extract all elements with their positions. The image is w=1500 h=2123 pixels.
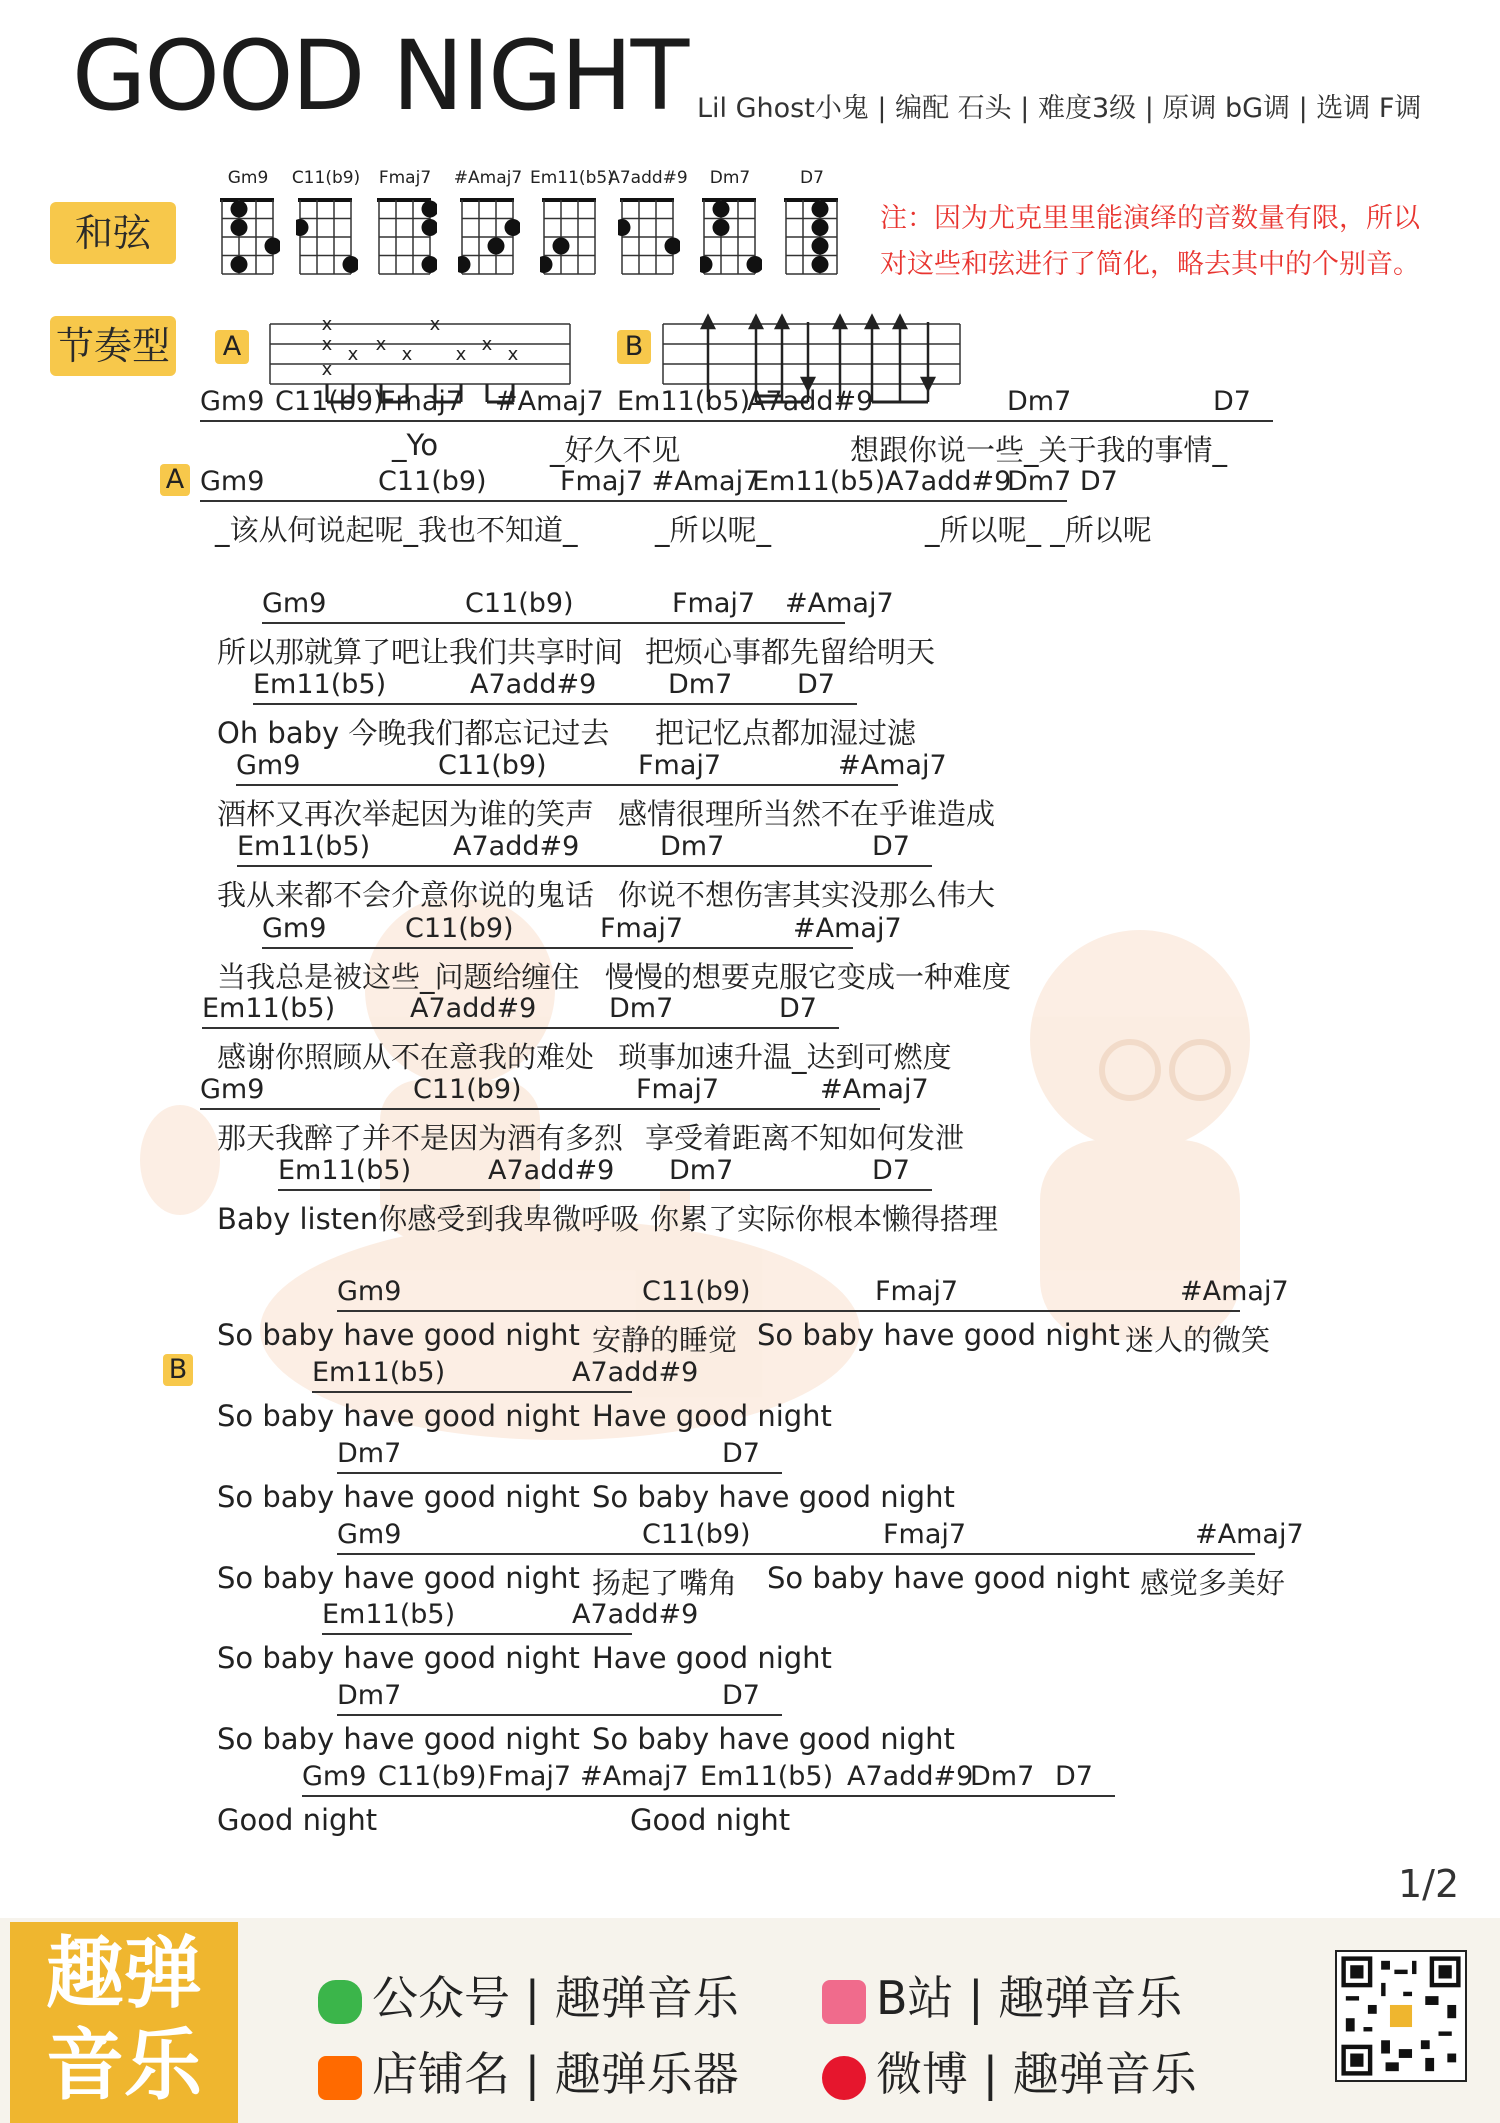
lyric-text: 扬起了嘴角 — [592, 1566, 738, 1600]
chord-label: Gm9 — [236, 750, 301, 781]
lyric-text: 你累了实际你根本懒得搭理 — [650, 1202, 999, 1236]
chord-label: #Amaj7 — [838, 750, 947, 781]
bilibili-icon — [822, 1980, 866, 2024]
svg-text:x: x — [321, 334, 333, 355]
chord-line — [202, 1027, 839, 1029]
lyric-text: So baby have good night — [217, 1641, 580, 1675]
chord-diagram — [458, 196, 520, 278]
page-number: 1/2 — [1398, 1862, 1460, 1906]
chord-label: Fmaj7 — [636, 1074, 720, 1105]
chord-label: A7add#9 — [885, 466, 1012, 497]
lyric-text: 安静的睡觉 — [592, 1323, 738, 1357]
chord-label: D7 — [779, 993, 817, 1024]
chord-label: Em11(b5) — [752, 466, 886, 497]
chord-label: D7 — [1055, 1761, 1093, 1792]
lyric-text: Have good night — [592, 1641, 832, 1675]
chord-label: A7add#9 — [453, 831, 580, 862]
chord-label: Gm9 — [200, 466, 265, 497]
chord-label: Em11(b5) — [202, 993, 336, 1024]
chord-line — [262, 622, 845, 624]
chord-label: Em11(b5) — [700, 1761, 834, 1792]
chord-diagram — [618, 196, 680, 278]
lyric-text: Have good night — [592, 1399, 832, 1433]
lyric-text: 把烦心事都先留给明天 — [645, 635, 936, 669]
chord-label: C11(b9) — [405, 913, 514, 944]
chord-name: Em11(b5) — [530, 168, 614, 188]
chord-label: Gm9 — [302, 1761, 367, 1792]
lyric-text: 把记忆点都加湿过滤 — [655, 716, 917, 750]
lyric-text: 享受着距离不知如何发泄 — [645, 1121, 965, 1155]
section-b-label: B — [163, 1354, 193, 1386]
lyric-text: 想跟你说一些_关于我的事情_ — [850, 433, 1228, 467]
chord-label: C11(b9) — [642, 1276, 751, 1307]
chord-label: #Amaj7 — [785, 588, 894, 619]
chord-label: D7 — [722, 1438, 760, 1469]
chord-label: Fmaj7 — [600, 913, 684, 944]
chord-label: Fmaj7 — [638, 750, 722, 781]
lyric-text: So baby have good night — [592, 1480, 955, 1514]
chord-label: Dm7 — [668, 669, 733, 700]
chord-line — [337, 1714, 782, 1716]
qr-code-icon — [1335, 1950, 1467, 2082]
lyric-text: 你说不想伤害其实没那么伟大 — [618, 878, 996, 912]
footer-bilibili[interactable]: B站 | 趣弹音乐 — [822, 1962, 1182, 2028]
chord-label: A7add#9 — [747, 386, 874, 417]
chord-label: C11(b9) — [275, 386, 384, 417]
chord-label: D7 — [722, 1680, 760, 1711]
footer-taobao[interactable]: 店铺名 | 趣弹乐器 — [318, 2038, 739, 2104]
lyric-text: 琐事加速升温_达到可燃度 — [618, 1040, 952, 1074]
lyric-text: 那天我醉了并不是因为酒有多烈 — [217, 1121, 624, 1155]
chord-line — [322, 1633, 632, 1635]
lyric-text: So baby have good night — [217, 1561, 580, 1595]
chord-label: Fmaj7 — [380, 386, 464, 417]
chord-line — [278, 1189, 932, 1191]
chord-label: Em11(b5) — [322, 1599, 456, 1630]
chord-line — [237, 865, 932, 867]
simplification-note: 注：因为尤克里里能演绎的音数量有限，所以对这些和弦进行了简化，略去其中的个别音。 — [880, 203, 1420, 280]
chord-label: Gm9 — [200, 386, 265, 417]
svg-text:x: x — [507, 344, 519, 365]
chord-label: Dm7 — [669, 1155, 734, 1186]
chord-label: Dm7 — [337, 1680, 402, 1711]
chord-line — [236, 784, 898, 786]
lyric-text: _该从何说起呢_我也不知道_ — [215, 513, 578, 547]
chord-label: C11(b9) — [642, 1519, 751, 1550]
svg-text:x: x — [347, 344, 359, 365]
lyric-text: So baby have good night — [217, 1722, 580, 1756]
lyric-text: So baby have good night — [767, 1561, 1130, 1595]
chords-section-label: 和弦 — [50, 202, 176, 264]
chord-label: Em11(b5) — [237, 831, 371, 862]
chord-label: Fmaj7 #Amaj7 — [560, 466, 761, 497]
chord-label: Fmaj7 — [883, 1519, 967, 1550]
chord-name: D7 — [800, 168, 824, 188]
chord-label: C11(b9) — [438, 750, 547, 781]
svg-text:x: x — [481, 334, 493, 355]
chord-label: C11(b9) — [378, 466, 487, 497]
lyric-text: _Yo — [392, 428, 439, 462]
chord-line — [337, 1310, 1240, 1312]
lyric-text: 感谢你照顾从不在意我的难处 — [217, 1040, 595, 1074]
chord-label: Em11(b5) — [278, 1155, 412, 1186]
svg-text:x: x — [455, 344, 467, 365]
chord-label: Em11(b5) — [312, 1357, 446, 1388]
chord-name: A7add#9 — [608, 168, 688, 188]
rhythm-pattern-a-label: A — [215, 330, 249, 364]
chord-label: A7add#9 — [488, 1155, 615, 1186]
chord-line — [312, 1391, 632, 1393]
chord-label: D7 — [872, 1155, 910, 1186]
chord-label: #Amaj7 — [820, 1074, 929, 1105]
chord-label: Fmaj7 — [672, 588, 756, 619]
lyric-text: 迷人的微笑 — [1125, 1323, 1271, 1357]
chord-diagram — [296, 196, 358, 278]
svg-text:x: x — [375, 334, 387, 355]
chord-label: #Amaj7 — [580, 1761, 689, 1792]
rhythm-pattern-b-label: B — [617, 330, 651, 364]
svg-text:x: x — [429, 314, 441, 335]
taobao-icon — [318, 2056, 362, 2100]
chord-label: A7add#9 — [847, 1761, 974, 1792]
chord-line — [337, 1553, 1255, 1555]
chord-diagram — [375, 196, 437, 278]
chord-name: Gm9 — [227, 168, 269, 188]
chord-line — [200, 1108, 880, 1110]
chord-label: C11(b9) — [378, 1761, 487, 1792]
chord-name: Dm7 — [709, 168, 751, 188]
chord-label: Gm9 — [337, 1519, 402, 1550]
chord-diagram — [540, 196, 602, 278]
chord-name: #Amaj7 — [453, 168, 523, 188]
chord-label: C11(b9) — [413, 1074, 522, 1105]
chord-label: A7add#9 — [572, 1357, 699, 1388]
chord-line — [337, 1472, 782, 1474]
song-meta: Lil Ghost小鬼 | 编配 石头 | 难度3级 | 原调 bG调 | 选调 F调 — [697, 93, 1422, 124]
chord-label: Dm7 — [337, 1438, 402, 1469]
song-title: GOOD NIGHT — [72, 20, 688, 132]
lyric-text: Good night — [217, 1803, 378, 1837]
lyric-text: _所以呢_ — [655, 513, 772, 547]
lyric-text: 慢慢的想要克服它变成一种难度 — [605, 960, 1012, 994]
chord-label: #Amaj7 — [495, 386, 604, 417]
svg-text:x: x — [321, 314, 333, 335]
chord-name: Fmaj7 — [378, 168, 432, 188]
chord-label: #Amaj7 — [793, 913, 902, 944]
chord-line — [200, 500, 1067, 502]
lyric-text: So baby have good night — [217, 1399, 580, 1433]
chord-label: Em11(b5) — [617, 386, 751, 417]
chord-label: Dm7 — [609, 993, 674, 1024]
lyric-text: Good night — [630, 1803, 791, 1837]
chord-label: Gm9 — [262, 913, 327, 944]
lyric-text: Oh baby 今晚我们都忘记过去 — [217, 716, 610, 750]
chord-label: Gm9 — [262, 588, 327, 619]
lyric-text: _所以呢_ _所以呢 — [925, 513, 1152, 547]
weibo-icon — [822, 2056, 866, 2100]
lyric-text: 所以那就算了吧让我们共享时间 — [217, 635, 624, 669]
chord-label: Em11(b5) — [253, 669, 387, 700]
svg-text:x: x — [401, 344, 413, 365]
rhythm-section-label: 节奏型 — [50, 316, 176, 376]
chord-label: Fmaj7 — [875, 1276, 959, 1307]
section-a-label: A — [160, 464, 190, 496]
chord-label: C11(b9) — [465, 588, 574, 619]
chord-label: Gm9 — [200, 1074, 265, 1105]
footer-wechat[interactable]: 公众号 | 趣弹音乐 — [318, 1962, 739, 2028]
lyric-text: So baby have good night — [217, 1318, 580, 1352]
chord-label: Dm7 — [1007, 386, 1072, 417]
lyric-text: 感情很理所当然不在乎谁造成 — [618, 797, 996, 831]
chord-label: D7 — [797, 669, 835, 700]
wechat-icon — [318, 1980, 362, 2024]
chord-name: C11(b9) — [291, 168, 361, 188]
chord-label: A7add#9 — [410, 993, 537, 1024]
chord-label: Dm7 D7 — [1007, 466, 1118, 497]
chord-line — [302, 1795, 1115, 1797]
chord-line — [262, 947, 853, 949]
lyric-text: 我从来都不会介意你说的鬼话 — [217, 878, 595, 912]
chord-line — [200, 420, 1273, 422]
chord-label: Dm7 — [970, 1761, 1035, 1792]
lyric-text: So baby have good night — [757, 1318, 1120, 1352]
chord-label: Gm9 — [337, 1276, 402, 1307]
chord-label: Dm7 — [660, 831, 725, 862]
lyric-text: _好久不见 — [550, 433, 681, 467]
brand-logo: 趣弹音乐 — [10, 1922, 238, 2123]
chord-label: A7add#9 — [470, 669, 597, 700]
lyric-text: 当我总是被这些_问题给缠住 — [217, 960, 580, 994]
chord-label: #Amaj7 — [1180, 1276, 1289, 1307]
chord-diagram — [218, 196, 280, 278]
chord-diagram — [700, 196, 762, 278]
lyric-text: So baby have good night — [217, 1480, 580, 1514]
chord-diagram — [782, 196, 844, 278]
lyric-text: Baby listen你感受到我卑微呼吸 — [217, 1202, 640, 1236]
chord-label: A7add#9 — [572, 1599, 699, 1630]
chord-label: #Amaj7 — [1195, 1519, 1304, 1550]
footer-weibo[interactable]: 微博 | 趣弹音乐 — [822, 2038, 1197, 2104]
chord-line — [253, 703, 857, 705]
svg-text:x: x — [321, 359, 333, 380]
lyric-text: 酒杯又再次举起因为谁的笑声 — [217, 797, 595, 831]
lyric-text: So baby have good night — [592, 1722, 955, 1756]
chord-label: Fmaj7 — [488, 1761, 572, 1792]
chord-label: D7 — [872, 831, 910, 862]
lyric-text: 感觉多美好 — [1140, 1566, 1286, 1600]
chord-label: D7 — [1213, 386, 1251, 417]
